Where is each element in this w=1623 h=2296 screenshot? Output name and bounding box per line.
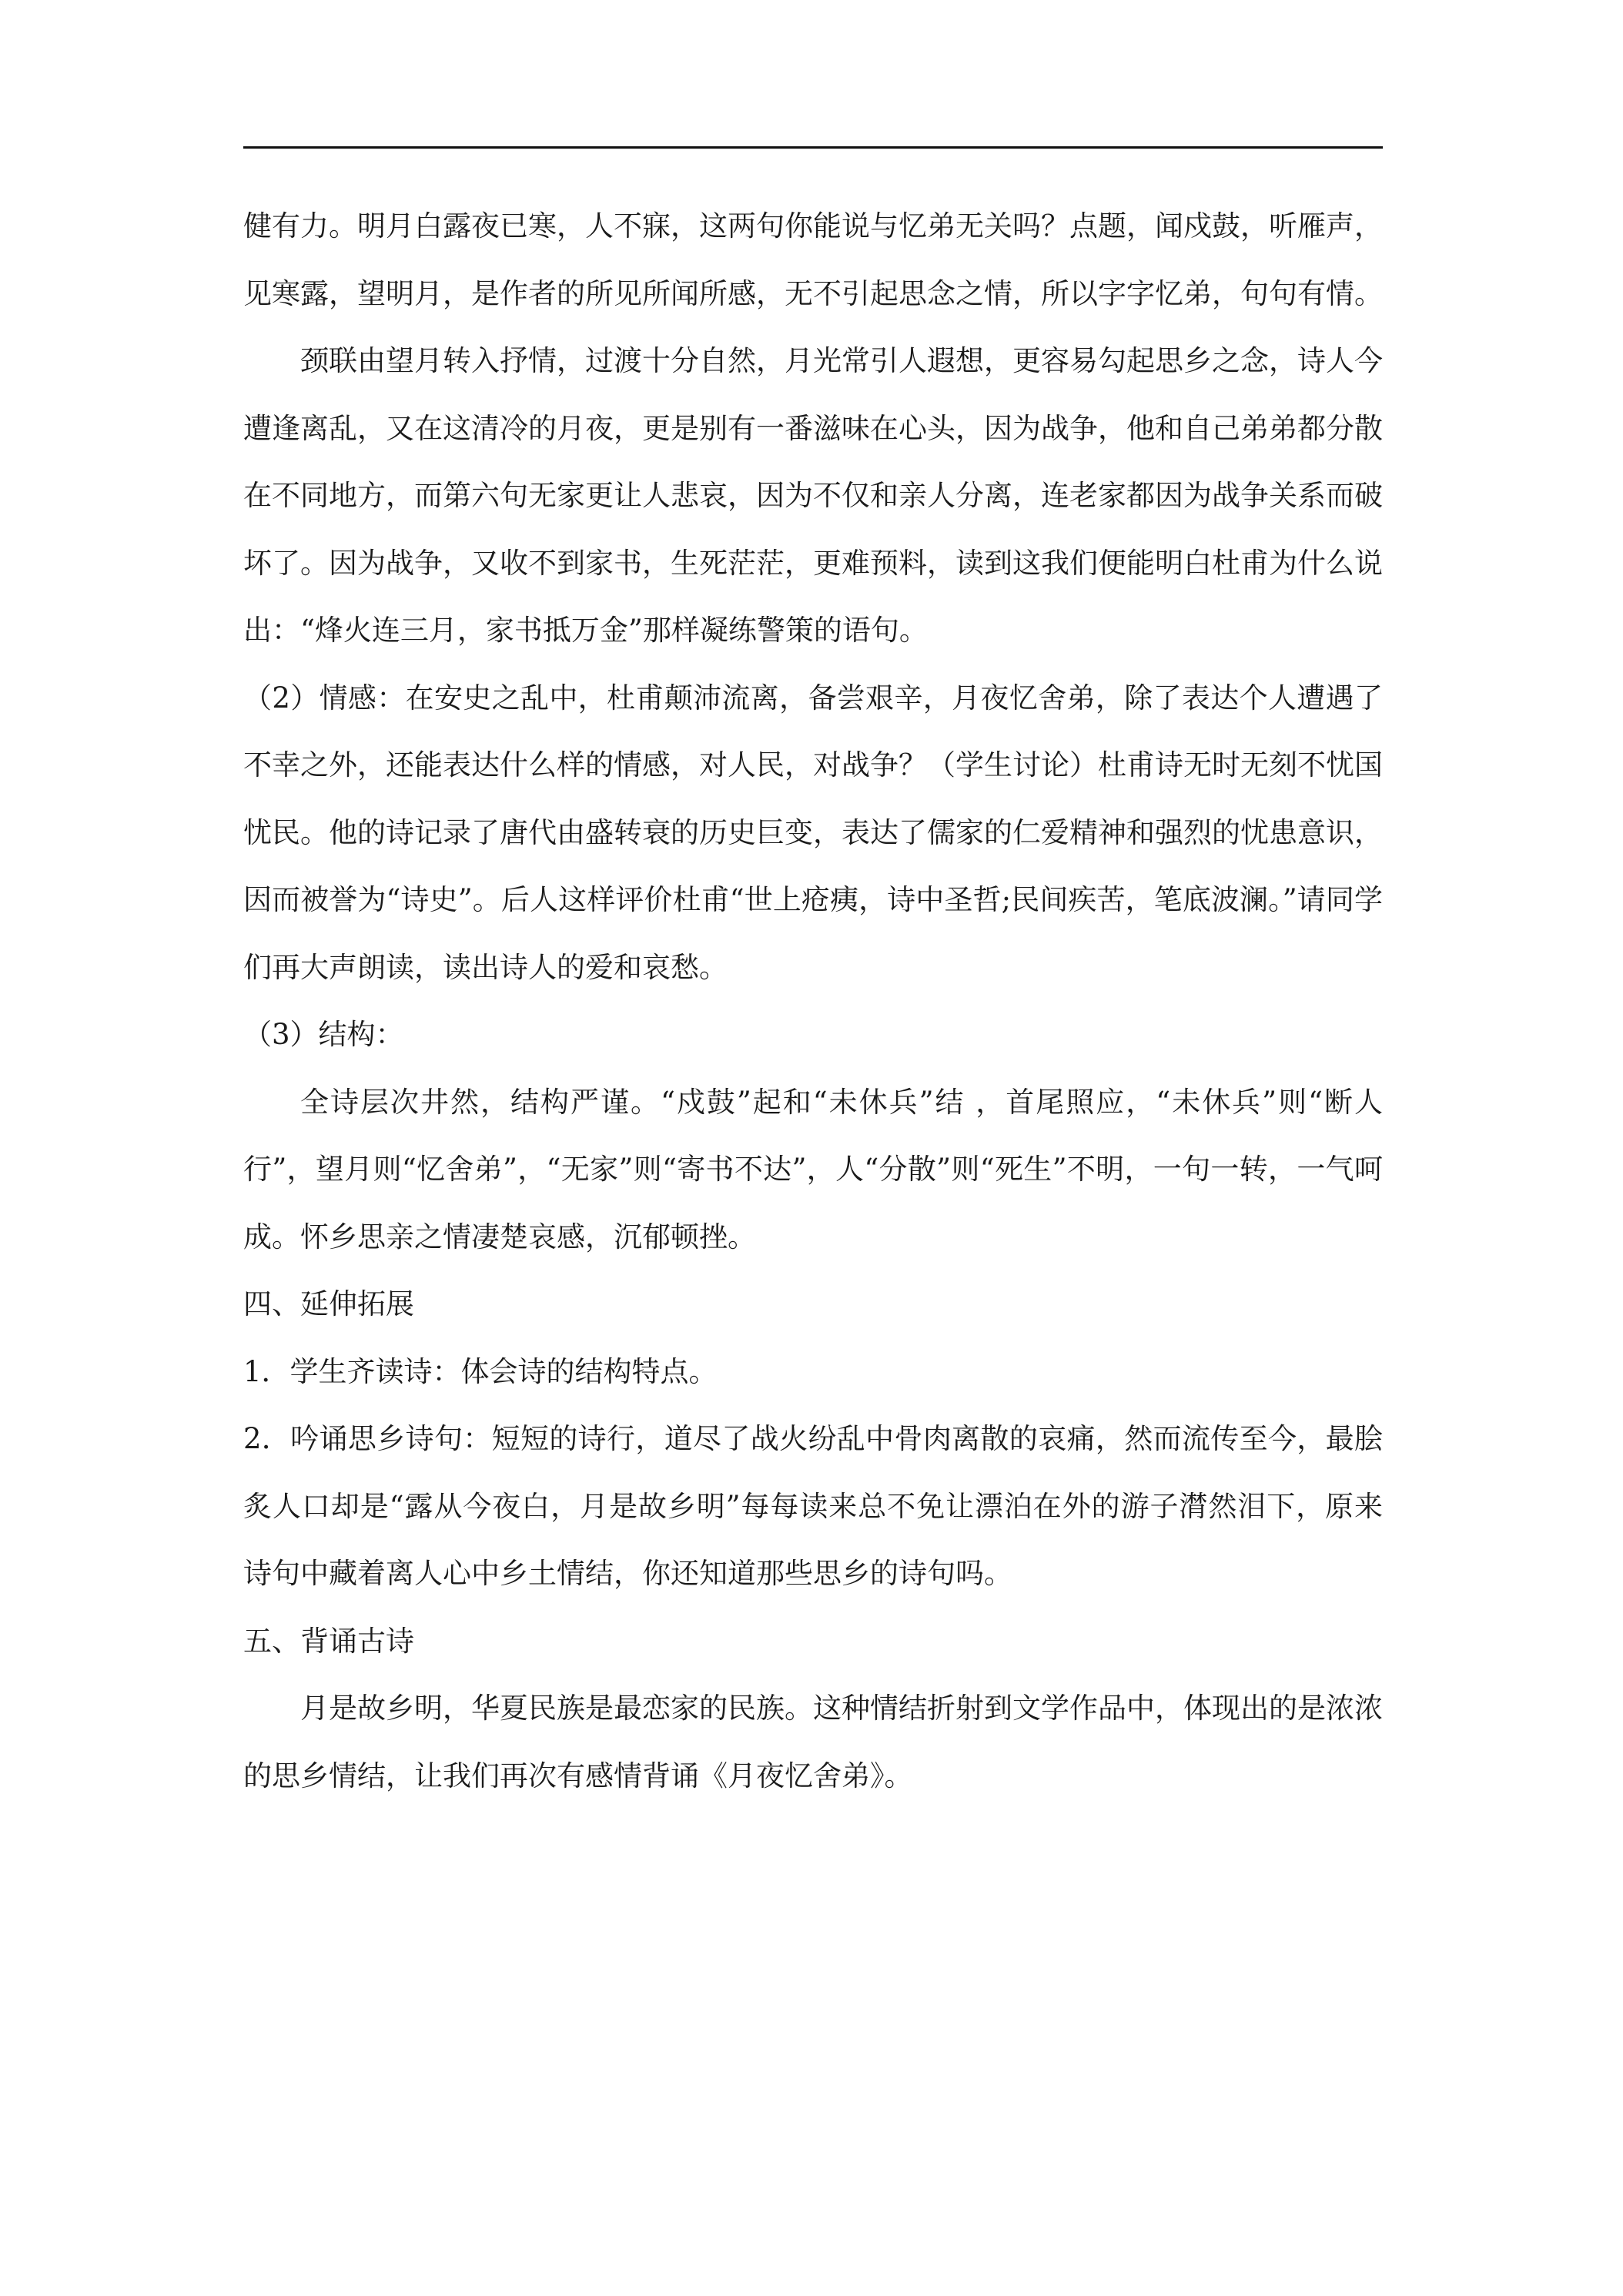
document-body: [243, 192, 1383, 1809]
list-item-2: 2．吟诵思乡诗句：短短的诗行，道尽了战火纷乱中骨肉离散的哀痛，然而流传至今，最脍炙人口却是“露从今夜白，月是故乡明”每每读来总不免让漂泊在外的游子潸然泪下，原来诗句中藏着离人心中乡土情结，你还知道那些思乡的诗句吗。: [243, 1422, 1383, 1590]
paragraph-structure: 全诗层次井然，结构严谨。“戍鼓”起和“未休兵”结 ，首尾照应，“未休兵”则“断人行”，望月则“忆舍弟”，“无家”则“寄书不达”，人“分散”则“死生”不明，一句一转，一气呵成。怀乡思亲之情凄楚哀感，沉郁顿挫。: [243, 1085, 1383, 1253]
heading-structure: （3）结构：: [243, 1018, 404, 1051]
paragraph-recite: 月是故乡明，华夏民族是最恋家的民族。这种情结折射到文学作品中，体现出的是浓浓的思乡情结，让我们再次有感情背诵《月夜忆舍弟》。: [243, 1692, 1383, 1792]
paragraph-neck-couplet: 颈联由望月转入抒情，过渡十分自然，月光常引人遐想，更容易勾起思乡之念，诗人今遭逢离乱，又在这清冷的月夜，更是别有一番滋味在心头，因为战争，他和自己弟弟都分散在不同地方，而第六句无家更让人悲哀，因为不仅和亲人分离，连老家都因为战争关系而破坏了。因为战争，又收不到家书，生死茫茫，更难预料，读到这我们便能明白杜甫为什么说出：“烽火连三月，家书抵万金”那样凝练警策的语句。: [243, 344, 1383, 647]
paragraph-continuation: 健有力。明月白露夜已寒，人不寐，这两句你能说与忆弟无关吗？点题，闻戍鼓，听雁声，见寒露，望明月，是作者的所见所闻所感，无不引起思念之情，所以字字忆弟，句句有情。: [243, 209, 1383, 310]
list-item-1: 1．学生齐读诗：体会诗的结构特点。: [243, 1354, 718, 1388]
paragraph-emotion: （2）情感：在安史之乱中，杜甫颠沛流离，备尝艰辛，月夜忆舍弟，除了表达个人遭遇了不幸之外，还能表达什么样的情感，对人民，对战争？（学生讨论）杜甫诗无时无刻不忧国忧民。他的诗记录了唐代由盛转衰的历史巨变，表达了儒家的仁爱精神和强烈的忧患意识，因而被誉为“诗史”。后人这样评价杜甫“世上疮痍，诗中圣哲;民间疾苦，笔底波澜。”请同学们再大声朗读，读出诗人的爱和哀愁。: [243, 681, 1383, 984]
header-rule: [243, 146, 1383, 149]
section-heading-extension: 四、延伸拓展: [243, 1287, 414, 1320]
section-heading-recite: 五、背诵古诗: [243, 1624, 414, 1658]
